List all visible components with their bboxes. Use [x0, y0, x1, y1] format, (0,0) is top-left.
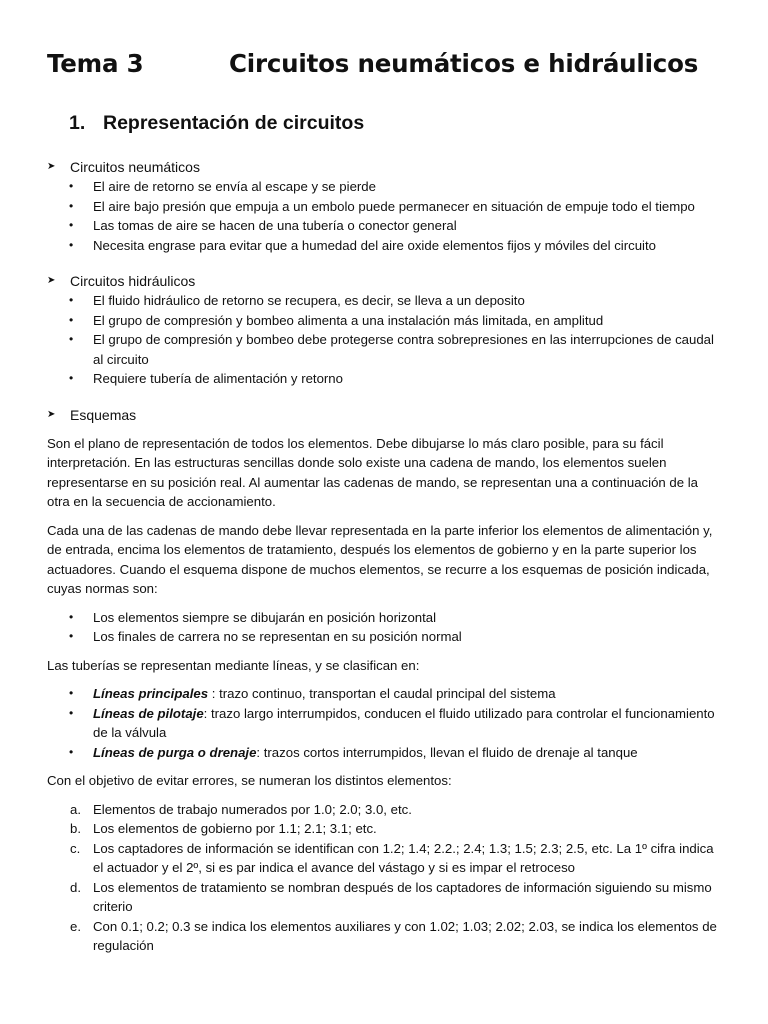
list-item [47, 800, 722, 820]
arrow-bullet-icon: ➤ [47, 161, 56, 172]
line-term: Líneas de pilotaje [93, 705, 204, 721]
bullet-icon: • [69, 179, 74, 193]
list-item [47, 839, 722, 878]
line-desc: : trazos cortos interrumpidos, llevan el fluido de drenaje al tanque [256, 744, 638, 760]
esquemas-heading-text: Esquemas [70, 406, 137, 423]
arrow-bullet-icon: ➤ [47, 408, 56, 420]
hidraulicos-heading-text: Circuitos hidráulicos [70, 273, 196, 289]
list-item [47, 917, 722, 956]
line-term: Líneas principales [93, 686, 209, 701]
normas-list [47, 608, 722, 647]
list-marker: d. [70, 879, 81, 895]
list-item-text: Las tomas de aire se hacen de una tubería o conector general [93, 218, 457, 233]
list-item-text: El grupo de compresión y bombeo debe protegerse contra sobrepresiones en las interrupciones de caudal al circuito [93, 332, 714, 367]
esquemas-paragraph-2: Cada una de las cadenas de mando debe llevar representada en la parte inferior los elementos de alimentación y, de entrada, encima los elementos de tratamiento, después los elementos de gobierno y en la parte superior los actuadores. Cuando el esquema dispone de muchos elementos, se recurre a los esquemas de posición indicada, cuyas normas son: [47, 522, 713, 596]
list-item-text: Los elementos de gobierno por 1.1; 2.1; 3.1; etc. [93, 821, 377, 836]
bullet-icon: • [69, 218, 74, 232]
esquemas-heading [47, 405, 722, 425]
list-item [47, 236, 722, 256]
list-item [47, 216, 722, 236]
list-item-text: El fluido hidráulico de retorno se recupera, es decir, se lleva a un deposito [93, 293, 525, 308]
section-title: Representación de circuitos [103, 112, 365, 134]
list-item-text: Con 0.1; 0.2; 0.3 se indica los elementos auxiliares y con 1.02; 1.03; 2.02; 2.03, se indica los elementos de regulación [93, 918, 717, 953]
list-item-text: Requiere tubería de alimentación y retorno [93, 371, 343, 386]
list-item [47, 311, 722, 331]
list-marker: b. [70, 821, 81, 836]
list-item [47, 291, 722, 311]
list-item-text: El aire de retorno se envía al escape y se pierde [93, 179, 376, 194]
list-marker: c. [70, 840, 81, 856]
list-item [47, 369, 722, 389]
hidraulicos-list [47, 291, 722, 389]
list-item [47, 330, 722, 369]
list-marker: e. [70, 918, 81, 934]
list-item [47, 608, 722, 628]
list-item-text: El grupo de compresión y bombeo alimenta a una instalación más limitada, en amplitud [93, 312, 604, 328]
bullet-icon: • [69, 237, 74, 252]
bullet-icon: • [69, 198, 74, 213]
list-item-text: Los captadores de información se identifican con 1.2; 1.4; 2.2.; 2.4; 1.3; 1.5; 2.3; 2.5, etc. La 1º cifra indica el actuador y el 2º, si es par indica el avance del vástago y si es impar el retroceso [93, 840, 714, 875]
list-item [47, 177, 722, 197]
title-tema: Tema 3 [47, 49, 144, 78]
bullet-icon: • [69, 371, 74, 385]
arrow-bullet-icon: ➤ [47, 275, 56, 286]
list-item [47, 819, 722, 839]
list-item-text: Elementos de trabajo numerados por 1.0; 2.0; 3.0, etc. [93, 801, 412, 817]
bullet-icon: • [69, 332, 74, 346]
line-desc: : trazo continuo, transportan el caudal principal del sistema [208, 686, 556, 701]
section-heading [69, 110, 364, 136]
bullet-icon: • [69, 629, 74, 643]
list-item [47, 684, 722, 704]
neumaticos-heading-text: Circuitos neumáticos [70, 159, 200, 175]
esquemas-paragraph-1: Son el plano de representación de todos los elementos. Debe dibujarse lo más claro posible, para su fácil interpretación. En las estructuras sencillas donde solo existe una cadena de mando, los elementos suelen representarse en su posición real. Al aumentar las cadenas de mando, se representan una a continuación de la otra en la secuencia de accionamiento. [47, 435, 698, 509]
list-item [47, 878, 722, 917]
list-item [47, 743, 722, 763]
hidraulicos-heading [47, 271, 722, 291]
document-title [47, 47, 728, 81]
document-body [47, 157, 722, 956]
bullet-icon: • [69, 312, 74, 327]
list-marker: a. [70, 801, 81, 817]
list-item-text: Los finales de carrera no se representan en su posición normal [93, 629, 462, 644]
list-item [47, 704, 722, 743]
list-item-text: Los elementos de tratamiento se nombran después de los captadores de información siguiendo su mismo criterio [93, 879, 712, 914]
list-item-text: El aire bajo presión que empuja a un embolo puede permanecer en situación de empuje todo el tiempo [93, 198, 695, 214]
title-text: Circuitos neumáticos e hidráulicos [229, 49, 699, 78]
list-item [47, 197, 722, 217]
bullet-icon: • [69, 686, 74, 700]
bullet-icon: • [69, 609, 74, 624]
bullet-icon: • [69, 705, 74, 720]
list-item [47, 627, 722, 647]
line-desc: : trazo largo interrumpidos, conducen el fluido utilizado para controlar el funcionamiento de la válvula [93, 705, 715, 740]
neumaticos-heading [47, 157, 722, 177]
tuberias-intro: Las tuberías se representan mediante líneas, y se clasifican en: [47, 657, 420, 673]
section-number: 1. [69, 112, 86, 134]
list-item-text: Necesita engrase para evitar que a humedad del aire oxide elementos fijos y móviles del circuito [93, 237, 656, 253]
list-item-text: Los elementos siempre se dibujarán en posición horizontal [93, 609, 437, 625]
bullet-icon: • [69, 744, 74, 759]
numeracion-intro: Con el objetivo de evitar errores, se numeran los distintos elementos: [47, 773, 452, 788]
lineas-list [47, 684, 722, 762]
neumaticos-list [47, 177, 722, 255]
bullet-icon: • [69, 293, 74, 307]
line-term: Líneas de purga o drenaje [93, 744, 257, 760]
numeracion-list [47, 800, 722, 956]
